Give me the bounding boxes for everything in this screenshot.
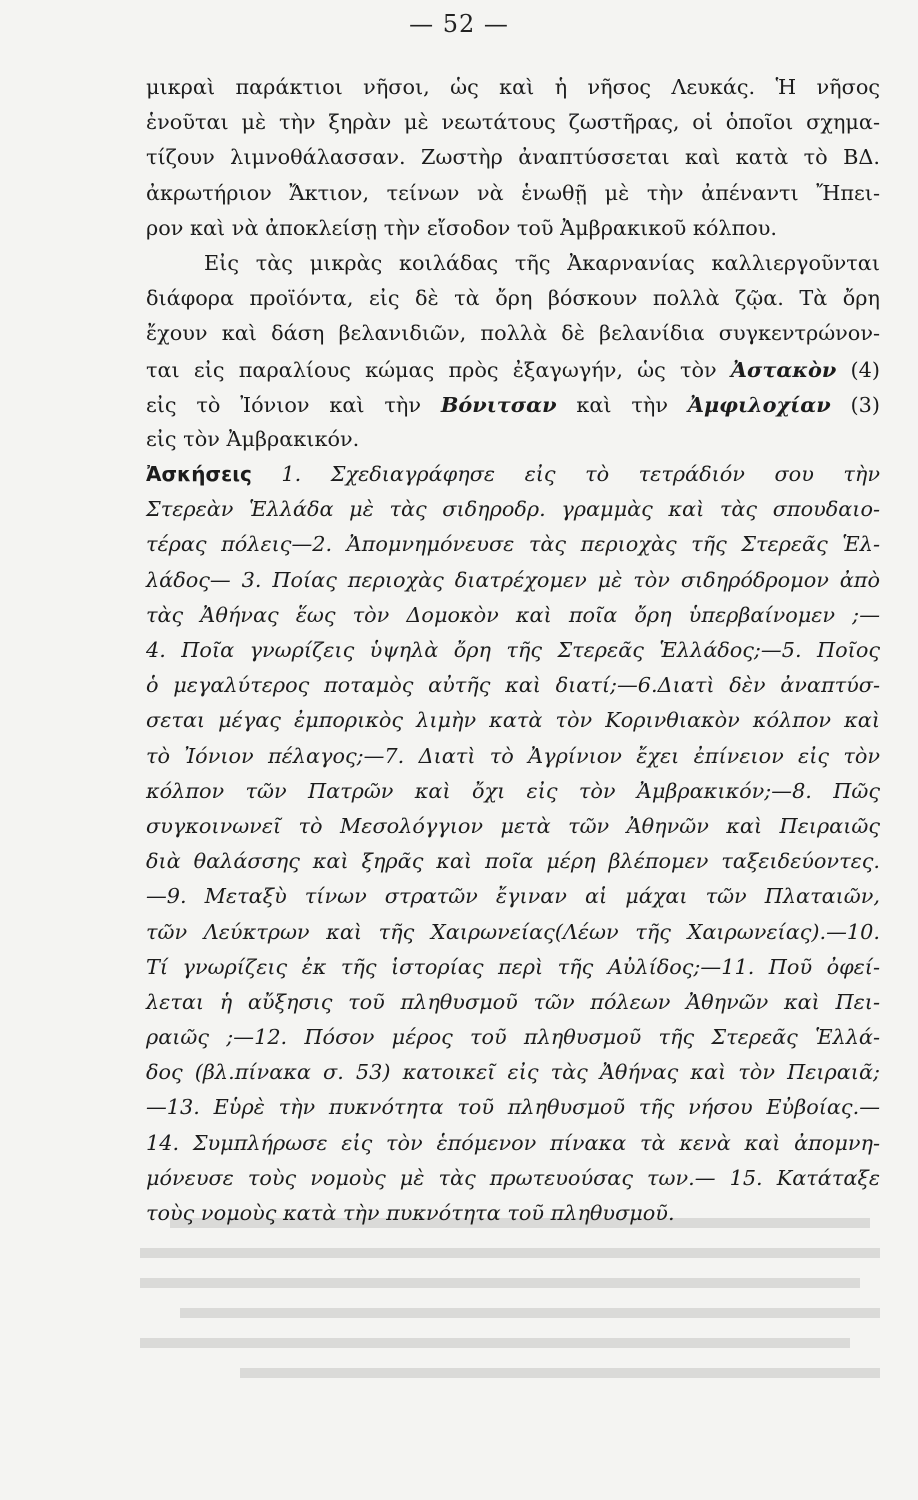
exercise-line: λάδος— 3. Ποίας περιοχὰς διατρέχομεν μὲ τὸν σιδηρόδρομον ἀπὸ xyxy=(146,567,880,592)
place-name-vonitsa: Βόνιτσαν xyxy=(440,391,557,417)
text-line-with-terms xyxy=(146,387,880,422)
exercise-line: ραιῶς ;—12. Πόσον μέρος τοῦ πληθυσμοῦ τῆς Στερεᾶς Ἑλλά- xyxy=(146,1025,880,1050)
exercise-line: 14. Συμπλήρωσε εἰς τὸν ἑπόμενον πίνακα τὰ κενὰ καὶ ἀπομνη- xyxy=(146,1130,880,1155)
exercise-line: τέρας πόλεις—2. Ἀπομνημόνευσε τὰς περιοχὰς τῆς Στερεᾶς Ἑλ- xyxy=(146,532,880,557)
text-line: ἑνοῦται μὲ τὴν ξηρὰν μὲ νεωτάτους ζωστῆρας, οἱ ὁποῖοι σχημα- xyxy=(146,110,880,135)
exercise-line: τὰς Ἀθήνας ἕως τὸν Δομοκὸν καὶ ποῖα ὄρη ὑπερβαίνομεν ;— xyxy=(146,602,880,627)
exercise-line: τὸ Ἰόνιον πέλαγος;—7. Διατὶ τὸ Ἀγρίνιον ἔχει ἐπίνειον εἰς τὸν xyxy=(146,743,880,768)
text-fragment: εἰς τὸ Ἰόνιον καὶ τὴν xyxy=(146,392,421,417)
exercise-line: συγκοινωνεῖ τὸ Μεσολόγγιον μετὰ τῶν Ἀθηνῶν καὶ Πειραιῶς xyxy=(146,813,880,838)
exercise-line: τῶν Λεύκτρων καὶ τῆς Χαιρωνείας(Λέων τῆς Χαιρωνείας).—10. xyxy=(146,919,880,944)
exercise-line: διὰ θαλάσσης καὶ ξηρᾶς καὶ ποῖα μέρη βλέπομεν ταξειδεύοντες. xyxy=(146,849,880,874)
exercise-line: ὁ μεγαλύτερος ποταμὸς αὐτῆς καὶ διατί;—6.Διατὶ δὲν ἀναπτύσ- xyxy=(146,673,880,698)
text-line: ρον καὶ νὰ ἀποκλείσῃ τὴν εἴσοδον τοῦ Ἀμβρακικοῦ κόλπου. xyxy=(146,215,778,240)
body-text xyxy=(146,70,880,1231)
exercise-line: 4. Ποῖα γνωρίζεις ὑψηλὰ ὄρη τῆς Στερεᾶς Ἑλλάδος;—5. Ποῖος xyxy=(146,638,880,662)
text-line: τίζουν λιμνοθάλασσαν. Ζωστὴρ ἀναπτύσσεται καὶ κατὰ τὸ ΒΔ. xyxy=(146,145,880,170)
exercise-line: λεται ἡ αὔξησις τοῦ πληθυσμοῦ τῶν πόλεων Ἀθηνῶν καὶ Πει- xyxy=(146,989,880,1014)
text-line: Εἰς τὰς μικρὰς κοιλάδας τῆς Ἀκαρνανίας καλλιεργοῦνται xyxy=(204,250,880,275)
page-number: — 52 — xyxy=(409,10,509,38)
exercise-line: κόλπον τῶν Πατρῶν καὶ ὄχι εἰς τὸν Ἀμβρακικόν;—8. Πῶς xyxy=(146,778,880,803)
exercise-line: Στερεὰν Ἑλλάδα μὲ τὰς σιδηροδρ. γραμμὰς καὶ τὰς σπουδαιο- xyxy=(146,497,880,522)
text-fragment: καὶ τὴν xyxy=(576,392,668,417)
show-through-texture xyxy=(120,1210,880,1470)
exercise-line: μόνευσε τοὺς νομοὺς μὲ τὰς πρωτευούσας των.— 15. Κατάταξε xyxy=(146,1165,880,1190)
exercise-line xyxy=(146,457,880,492)
text-line: εἰς τὸν Ἀμβρακικόν. xyxy=(146,426,360,451)
exercises-heading: Ἀσκήσεις xyxy=(146,462,252,487)
text-line-with-terms xyxy=(146,352,880,387)
exercise-line: σεται μέγας ἐμπορικὸς λιμὴν κατὰ τὸν Κορινθιακὸν κόλπον καὶ xyxy=(146,708,880,733)
show-through-lines xyxy=(120,1210,880,1470)
place-name-astakos: Ἀστακὸν xyxy=(730,356,837,382)
text-line: διάφορα προϊόντα, εἰς δὲ τὰ ὄρη βόσκουν πολλὰ ζῷα. Τὰ ὄρη xyxy=(146,286,880,311)
exercise-line: τοὺς νομοὺς κατὰ τὴν πυκνότητα τοῦ πληθυσμοῦ. xyxy=(146,1201,675,1225)
exercise-text: 1. Σχεδιαγράφησε εἰς τὸ τετράδιόν σου τὴν xyxy=(281,462,880,487)
exercise-line: —13. Εὑρὲ τὴν πυκνότητα τοῦ πληθυσμοῦ τῆς νήσου Εὐβοίας.— xyxy=(146,1095,880,1120)
text-line: μικραὶ παράκτιοι νῆσοι, ὡς καὶ ἡ νῆσος Λευκάς. Ἡ νῆσος xyxy=(146,75,880,99)
exercise-line: Τί γνωρίζεις ἐκ τῆς ἱστορίας περὶ τῆς Αὐλίδος;—11. Ποῦ ὀφεί- xyxy=(146,954,880,979)
note-ref: (4) xyxy=(850,357,880,382)
text-line: ἀκρωτήριον Ἄκτιον, τείνων νὰ ἑνωθῇ μὲ τὴν ἀπέναντι Ἤπει- xyxy=(146,180,880,205)
exercise-line: —9. Μεταξὺ τίνων στρατῶν ἔγιναν αἱ μάχαι τῶν Πλαταιῶν, xyxy=(146,884,880,909)
place-name-amfilochia: Ἀμφιλοχίαν xyxy=(687,391,831,417)
text-fragment: ται εἰς παραλίους κώμας πρὸς ἐξαγωγήν, ὡς τὸν xyxy=(146,357,717,382)
exercise-line: δος (βλ.πίνακα σ. 53) κατοικεῖ εἰς τὰς Ἀθήνας καὶ τὸν Πειραιᾶ; xyxy=(146,1060,880,1085)
text-line: ἔχουν καὶ δάση βελανιδιῶν, πολλὰ δὲ βελανίδια συγκεντρώνον- xyxy=(146,321,880,346)
note-ref: (3) xyxy=(850,392,880,417)
